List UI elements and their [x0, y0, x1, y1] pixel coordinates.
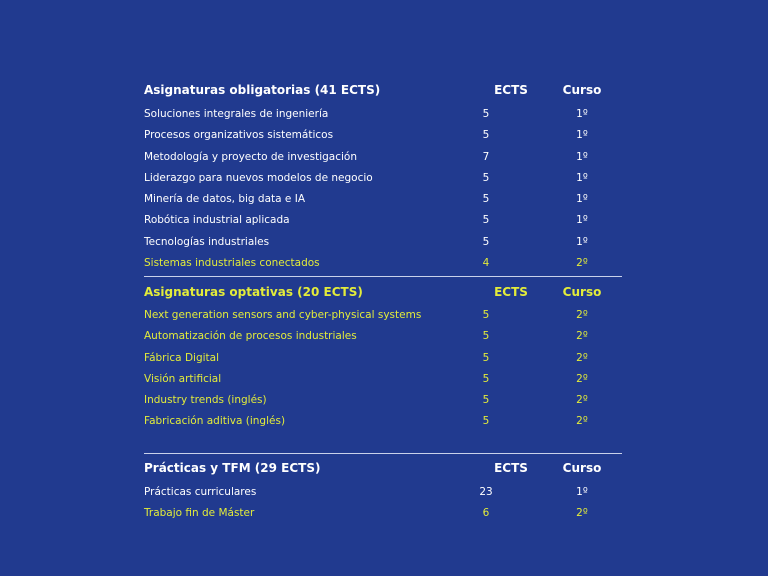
- table-row: [144, 369, 622, 390]
- subject-name: Robótica industrial aplicada: [144, 214, 290, 227]
- subject-name: Sistemas industriales conectados: [144, 257, 320, 270]
- table-row: [144, 482, 622, 503]
- section-title: Asignaturas obligatorias (41 ECTS): [144, 83, 381, 97]
- subject-curso: 2º: [576, 309, 588, 321]
- subject-name: Procesos organizativos sistemáticos: [144, 129, 334, 142]
- section-divider: [144, 276, 622, 277]
- subject-ects: 7: [482, 150, 490, 163]
- subject-ects: 6: [482, 507, 490, 520]
- section-header: [144, 281, 622, 303]
- subject-name: Trabajo fin de Máster: [144, 507, 255, 520]
- subject-name: Automatización de procesos industriales: [144, 330, 357, 343]
- table-row: [144, 390, 622, 411]
- subject-name: Metodología y proyecto de investigación: [144, 150, 357, 163]
- subject-ects: 23: [479, 486, 493, 498]
- subject-ects: 5: [482, 415, 490, 428]
- subject-name: Minería de datos, big data e IA: [144, 193, 305, 206]
- subject-name: Liderazgo para nuevos modelos de negocio: [144, 171, 373, 184]
- table-row: [144, 189, 622, 210]
- section-header: [144, 457, 622, 479]
- subject-ects: 5: [482, 394, 490, 407]
- table-row: [144, 411, 622, 432]
- subject-ects: 5: [482, 129, 490, 142]
- subject-curso: 1º: [576, 150, 588, 163]
- subject-name: Fábrica Digital: [144, 351, 220, 364]
- subject-name: Fabricación aditiva (inglés): [144, 415, 286, 428]
- subject-curso: 2º: [576, 415, 588, 428]
- subject-ects: 5: [482, 108, 490, 120]
- subject-name: Visión artificial: [144, 372, 222, 385]
- table-row: [144, 305, 622, 326]
- curso-column-header: Curso: [562, 461, 602, 475]
- subject-ects: 5: [482, 171, 490, 184]
- table-row: [144, 168, 622, 189]
- subject-curso: 2º: [576, 507, 588, 520]
- subject-ects: 5: [482, 193, 490, 206]
- subject-curso: 1º: [576, 214, 588, 227]
- section-header: [144, 79, 622, 101]
- curso-column-header: Curso: [562, 83, 602, 97]
- curso-column-header: Curso: [562, 285, 602, 299]
- table-row: [144, 104, 622, 125]
- subject-ects: 5: [482, 214, 490, 227]
- subject-ects: 5: [482, 235, 490, 248]
- subject-curso: 1º: [576, 235, 588, 248]
- table-row: [144, 125, 622, 146]
- ects-column-header: ECTS: [494, 285, 528, 299]
- section-divider: [144, 453, 622, 454]
- subject-ects: 5: [482, 351, 490, 364]
- section-obligatorias: [144, 79, 622, 274]
- table-row: [144, 147, 622, 168]
- subject-name: Industry trends (inglés): [144, 394, 267, 407]
- section-practicas-tfm: [144, 457, 622, 525]
- subject-ects: 4: [482, 257, 490, 270]
- subject-curso: 2º: [576, 257, 588, 270]
- subject-name: Prácticas curriculares: [144, 486, 257, 498]
- subject-ects: 5: [482, 309, 490, 321]
- section-title: Prácticas y TFM (29 ECTS): [144, 461, 321, 475]
- table-row: [144, 232, 622, 253]
- subject-ects: 5: [482, 330, 490, 343]
- subject-curso: 1º: [576, 193, 588, 206]
- table-row: [144, 210, 622, 231]
- ects-column-header: ECTS: [494, 461, 528, 475]
- section-title: Asignaturas optativas (20 ECTS): [144, 285, 363, 299]
- table-row: [144, 503, 622, 524]
- table-row: [144, 348, 622, 369]
- subject-curso: 2º: [576, 372, 588, 385]
- table-row: [144, 326, 622, 347]
- subject-curso: 1º: [576, 108, 588, 120]
- section-optativas: [144, 281, 622, 433]
- subject-curso: 1º: [576, 171, 588, 184]
- subject-curso: 2º: [576, 394, 588, 407]
- subject-ects: 5: [482, 372, 490, 385]
- subject-curso: 1º: [576, 129, 588, 142]
- ects-column-header: ECTS: [494, 83, 528, 97]
- table-row: [144, 253, 622, 274]
- subject-curso: 1º: [576, 486, 588, 498]
- subject-name: Soluciones integrales de ingeniería: [144, 108, 329, 120]
- subject-curso: 2º: [576, 330, 588, 343]
- subject-name: Tecnologías industriales: [144, 235, 270, 248]
- subject-name: Next generation sensors and cyber-physical systems: [144, 309, 422, 321]
- subject-curso: 2º: [576, 351, 588, 364]
